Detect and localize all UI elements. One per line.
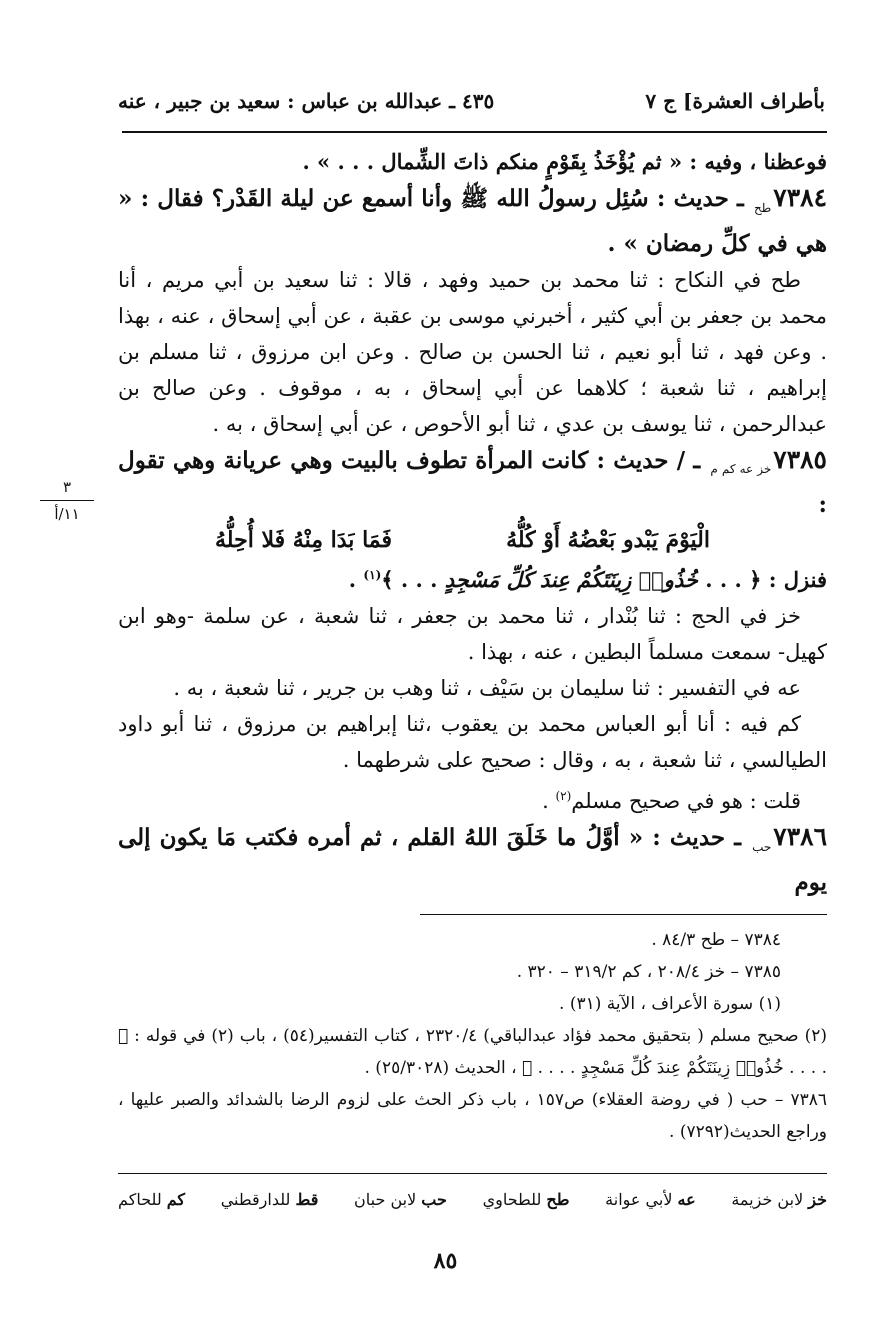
paragraph-isnad-km: كم فيه : أنا أبو العباس محمد بن يعقوب ،ثنا إبراهيم بن مرزوق ، ثنا أبو داود الطيالسي ، ثنا شعبة ، به ، وقال : صحيح على شرطهما . [118, 712, 827, 773]
poem-hemistich-right: الْيَوْمَ يَبْدو بَعْضُهُ أَوْ كُلُّهُ [506, 527, 710, 554]
hadith-sigla: طح [753, 200, 772, 215]
hadith-sigla: خز عه كم م [710, 462, 772, 477]
margin-ref-top: ٣ [62, 478, 72, 496]
hadith-number: ٧٣٨٦ [773, 822, 827, 852]
hadith-number: ٧٣٨٤ [773, 183, 827, 212]
footnote-7385: ٧٣٨٥ – خز ٢٠٨/٤ ، كم ٣١٩/٢ – ٣٢٠ . [516, 962, 781, 982]
abbrev-item: قط للدارقطني [220, 1190, 319, 1209]
margin-ref-bottom: ١١/أ [54, 505, 80, 523]
nazal-suffix: . . . ﴾ [381, 567, 445, 593]
paragraph-isnad-tah: طح في النكاح : ثنا محمد بن حميد وفهد ، قالا : ثنا سعيد بن أبي مريم ، أنا محمد بن جعفر بن أبي كثير ، أخبرني موسى بن عقبة ، عن أبي إسحاق ، عنه ، بهذا . وعن فهد ، ثنا أبو نعيم ، ثنا الحسن بن صالح . وعن ابن مرزوق ، ثنا مسلم بن إبراهيم ، ثنا شعبة ؛ كلاهما عن أبي إسحاق ، به ، موقوف . وعن صالح بن عبدالرحمن ، ثنا يوسف بن عدي ، ثنا أبو الأحوص ، عن أبي إسحاق ، به . [118, 267, 827, 436]
poem-verse [118, 523, 827, 557]
nazal-end: . [348, 567, 364, 593]
margin-manuscript-ref [40, 476, 94, 525]
hadith-text: ـ حديث : « أوَّلُ ما خَلَقَ اللهُ القلم ، ثم أمره فكتب مَا يكون إلى يوم [118, 824, 827, 896]
poem-hemistich-left: فَمَا بَدَا مِنْهُ فَلا أُحِلُّهُ [215, 527, 393, 554]
hadith-sigla: حب [752, 839, 772, 854]
paragraph-isnad-khz: خز في الحج : ثنا بُنْدار ، ثنا محمد بن جعفر ، ثنا شعبة ، عن سلمة -وهو ابن كهيل- سمعت مسلماً البطين ، عنه ، بهذا . [118, 604, 827, 665]
qultu-text: قلت : هو في صحيح مسلم [571, 789, 801, 814]
main-text [118, 144, 827, 901]
header-rule [122, 131, 827, 133]
hadith-7384 [118, 180, 827, 262]
abbrev-item: خز لابن خزيمة [731, 1190, 827, 1209]
running-header [118, 86, 825, 116]
hadith-7386 [118, 819, 827, 901]
abbrev-item: كم للحاكم [118, 1190, 186, 1209]
abbrev-item: طح للطحاوي [482, 1190, 570, 1209]
hadith-7385 [118, 442, 827, 524]
paragraph-isnad-ah: عه في التفسير : ثنا سليمان بن سَيْف ، ثنا وهب بن جرير ، ثنا شعبة ، به . [173, 676, 801, 701]
footnote-1: (١) سورة الأعراف ، الآية (٣١) . [559, 994, 781, 1014]
footnote-rule [420, 914, 827, 915]
paragraph-qultu [118, 778, 827, 819]
abbreviations-legend [118, 1190, 827, 1209]
nazal-prefix: فنزل : ﴿ . . . [697, 567, 827, 593]
hadith-number: ٧٣٨٥ [773, 444, 827, 474]
footnote-7384: ٧٣٨٤ – طح ٨٤/٣ . [651, 930, 781, 950]
header-section-title: ٤٣٥ ـ عبدالله بن عباس : سعيد بن جبير ، عنه [118, 89, 495, 113]
footnote-ref-1: (١) [363, 568, 382, 583]
hadith-text: ـ حديث : سُئِل رسولُ الله ﷺ وأنا أسمع عن ليلة القَدْر؟ فقال : « هي في كلِّ رمضان » . [118, 185, 827, 257]
abbreviations-rule [118, 1173, 827, 1174]
paragraph-nazal [118, 557, 827, 598]
quran-quote: خُذُوا۟ زِينَتَكُمْ عِندَ كُلِّ مَسْجِدٍ [444, 567, 698, 593]
footnote-2: (٢) صحيح مسلم ( بتحقيق محمد فؤاد عبدالباقي) ٢٣٢٠/٤ ، كتاب التفسير(٥٤) ، باب (٢) في قوله : ﴿ . . . . خُذُوا۟ زِينَتَكُمْ عِندَ كُلِّ مَسْجِدٍ . . . . ﴾ ، الحديث (٢٥/٣٠٢٨) . [118, 1026, 827, 1078]
abbrev-item: حب لابن حبان [354, 1190, 447, 1209]
footnotes [118, 924, 827, 1148]
margin-ref-divider [40, 500, 94, 501]
footnote-7386: ٧٣٨٦ – حب ( في روضة العقلاء) ص١٥٧ ، باب ذكر الحث على لزوم الرضا بالشدائد والصبر عليها ، وراجع الحديث(٧٢٩٢) . [118, 1090, 827, 1142]
hadith-text: ـ / حديث : كانت المرأة تطوف بالبيت وهي عريانة وهي تقول : [118, 446, 827, 519]
footnote-ref-2: (٢) [555, 789, 572, 804]
qultu-end: . [542, 789, 556, 814]
page-number: ٨٥ [433, 1248, 458, 1274]
header-book-title: بأطراف العشرة] ج ٧ [645, 89, 825, 113]
abbrev-item: عه لأبي عوانة [605, 1190, 696, 1209]
paragraph-1: فوعظنا ، وفيه : « ثم يُؤْخَذُ بِقَوْمٍ منكم ذاتَ الشِّمال . . . » . [302, 149, 827, 174]
